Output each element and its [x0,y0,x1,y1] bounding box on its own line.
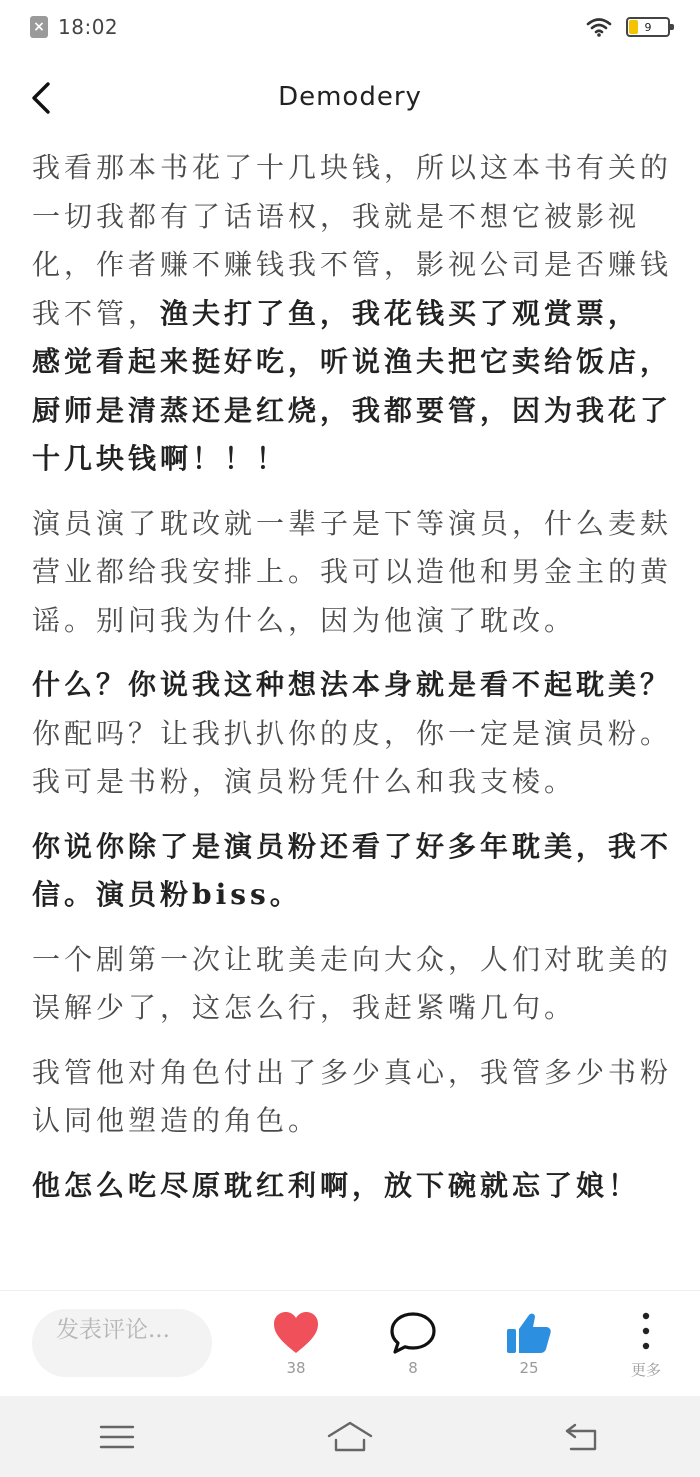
home-icon [326,1420,374,1454]
like-button[interactable] [256,1311,336,1377]
comment-count: 8 [408,1359,418,1377]
home-button[interactable] [320,1412,380,1462]
paragraph-text: 一个剧第一次让耽美走向大众，人们对耽美的误解少了，这怎么行，我赶紧嘴几句。 [32,942,672,1024]
comment-button[interactable] [373,1311,453,1377]
paragraph-bold-text: 你说你除了是演员粉还看了好多年耽美，我不信。演员粉biss。 [32,829,672,911]
chevron-left-icon [24,78,64,118]
status-bar [0,0,700,54]
status-time: 18:02 [58,15,119,39]
menu-icon [99,1423,135,1451]
paragraph-bold-text: 他怎么吃尽原耽红利啊，放下碗就忘了娘！ [32,1168,641,1202]
paragraph-text: 我管他对角色付出了多少真心，我管多少书粉认同他塑造的角色。 [32,1055,672,1137]
page-title: Demodery [278,82,422,112]
battery-cap [670,24,674,30]
status-left [30,15,118,39]
more-vertical-icon [636,1311,656,1351]
sim-x-icon: × [30,16,48,38]
paragraph-text: 我看那本书花了十几块钱，所以这本书有关的一切我都有了话语权，我就是不想它被影视化，作者赚不赚钱我不管，影视公司是否赚钱我不管， [32,151,672,330]
paragraph-7 [32,1162,672,1211]
back-icon [563,1421,603,1453]
heart-icon [272,1311,320,1355]
more-button[interactable] [606,1311,686,1380]
action-bar [0,1290,700,1396]
thumb-count: 25 [519,1359,539,1377]
article-content [32,144,672,1290]
paragraph-6 [32,1049,672,1146]
paragraph-text: 演员演了耽改就一辈子是下等演员，什么麦麸营业都给我安排上。我可以造他和男金主的黄谣。别问我为什么，因为他演了耽改。 [32,506,672,637]
paragraph-4 [32,823,672,920]
nav-back-button[interactable] [553,1412,613,1462]
status-right [586,17,670,37]
back-button[interactable] [24,78,64,118]
paragraph-3 [32,661,672,807]
paragraph-5 [32,936,672,1033]
like-count: 38 [286,1359,306,1377]
navigation-bar [0,1396,700,1477]
paragraph-bold-text: 什么？你说我这种想法本身就是看不起耽美？ [32,668,672,701]
thumbs-up-icon [505,1311,553,1355]
menu-button[interactable] [87,1412,147,1462]
header [0,64,700,130]
speech-bubble-icon [389,1311,437,1355]
comment-input[interactable]: 发表评论... [32,1309,212,1377]
paragraph-bold-text: 渔夫打了鱼，我花钱买了观赏票，感觉看起来挺好吃，听说渔夫把它卖给饭店，厨师是清蒸还是红烧，我都要管，因为我花了十几块钱啊！！！ [32,296,672,475]
battery-icon [626,17,670,37]
more-label: 更多 [630,1361,661,1379]
wifi-icon [586,17,612,37]
paragraph-text: 你配吗？让我扒扒你的皮，你一定是演员粉。我可是书粉，演员粉凭什么和我支棱。 [32,716,672,798]
paragraph-2 [32,500,672,646]
thumb-up-button[interactable] [489,1311,569,1377]
paragraph-1 [32,144,672,484]
battery-level: 9 [644,20,652,34]
battery-fill [629,20,638,34]
